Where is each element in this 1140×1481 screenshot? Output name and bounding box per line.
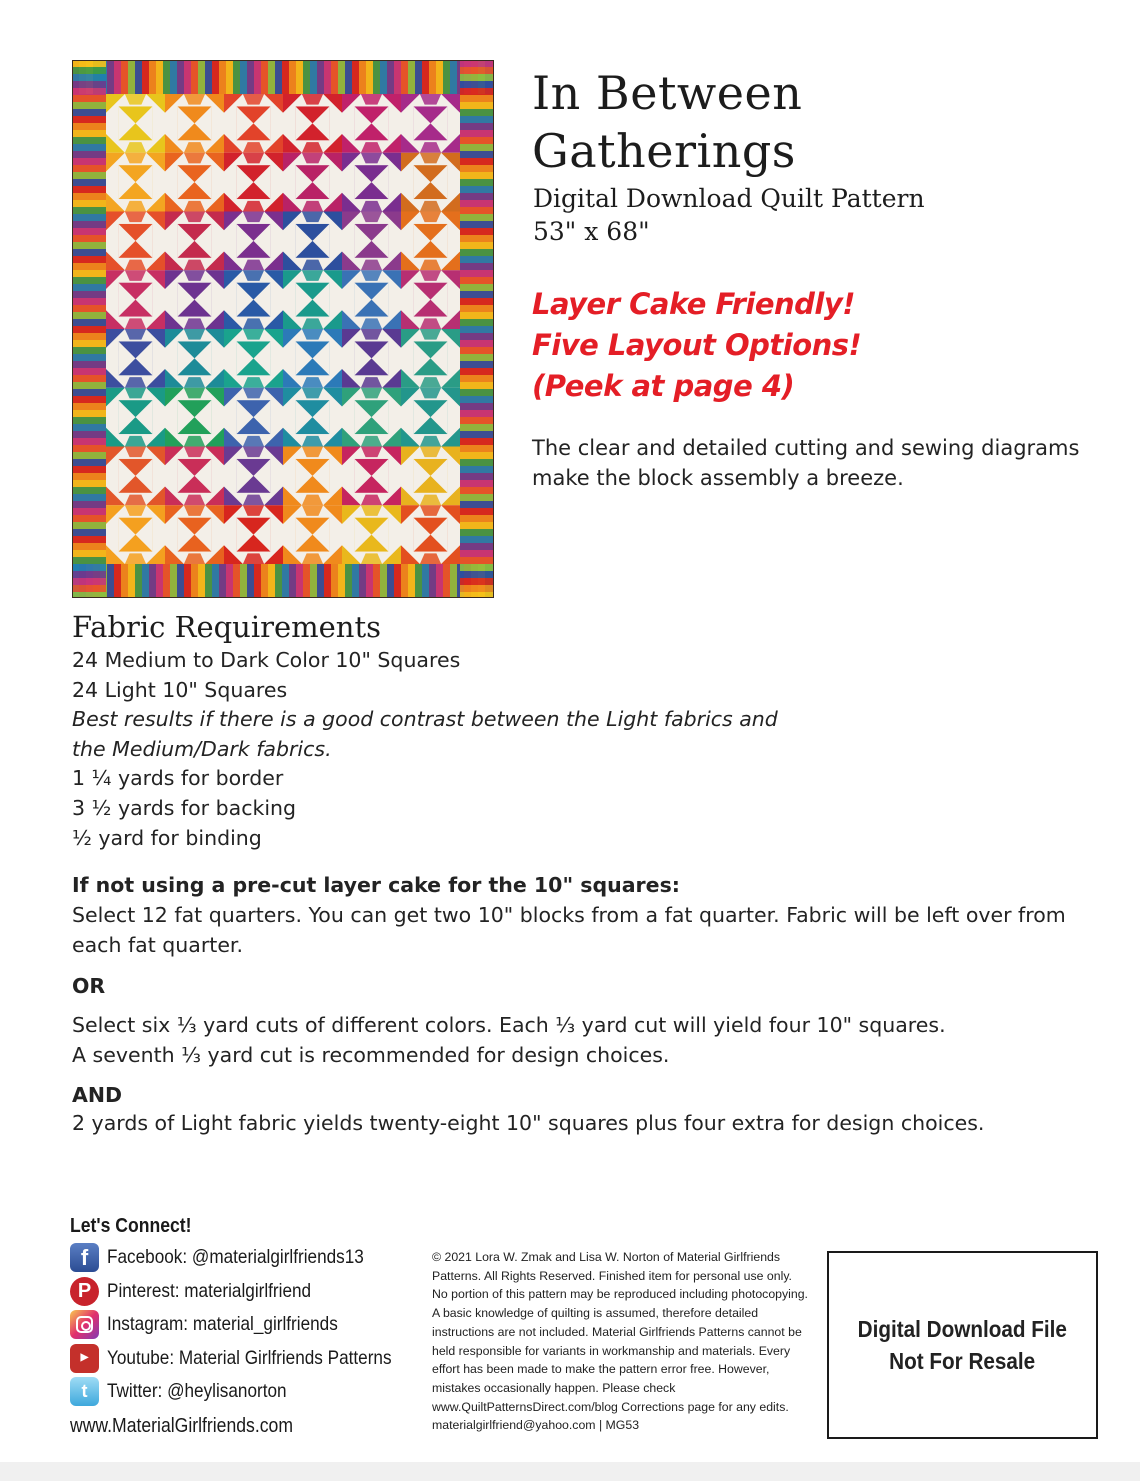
highlight-line-2: Five Layout Options!: [532, 328, 862, 362]
facebook-link[interactable]: [70, 1241, 410, 1275]
alt-light-fabric: 2 yards of Light fabric yields twenty-eight 10" squares plus four extra for design choices.: [72, 1111, 985, 1135]
instagram-icon: [70, 1310, 99, 1339]
alt-or: OR: [72, 974, 106, 998]
instagram-label: Instagram: material_girlfriends: [107, 1313, 338, 1336]
alternative-cuts: [72, 869, 1072, 1139]
resale-line-2: Not For Resale: [889, 1348, 1036, 1374]
page-bottom-edge: [0, 1462, 1140, 1481]
alt-heading: If not using a pre-cut layer cake for the 10" squares:: [72, 873, 680, 897]
subtitle-line-1: Digital Download Quilt Pattern: [533, 184, 925, 213]
pattern-title: [532, 64, 802, 180]
title-line-2: Gatherings: [532, 124, 796, 178]
fabric-line: 1 ¼ yards for border: [72, 766, 284, 791]
alt-fat-quarters: Select 12 fat quarters. You can get two 10" blocks from a fat quarter. Fabric will be left over from each fat quarter.: [72, 903, 1066, 957]
quilt-photo: [72, 60, 494, 598]
website-link[interactable]: www.MaterialGirlfriends.com: [70, 1414, 293, 1437]
twitter-link[interactable]: [70, 1375, 410, 1409]
copyright-notice: © 2021 Lora W. Zmak and Lisa W. Norton of Material Girlfriends Patterns. All Rights Reserved. Finished item for personal use only. No portion of this pattern may be reproduced including photocopying. A basic knowledge of quilting is assumed, therefore detailed instructions are not included. Material Girlfriends Patterns cannot be held responsible for variants in workmanship and materials. Every effort has been made to make the pattern error free. However, mistakes occasionally happen. Please check www.QuiltPatternsDirect.com/blog Corrections page for any edits. materialgirlfriend@yahoo.com | MG53: [432, 1250, 808, 1433]
youtube-link[interactable]: [70, 1342, 410, 1376]
pinterest-label: Pinterest: materialgirlfriend: [107, 1279, 312, 1302]
pinterest-icon: P: [70, 1277, 99, 1306]
pattern-subtitle: [533, 182, 925, 248]
resale-notice-box: [827, 1251, 1098, 1439]
title-line-1: In Between: [532, 66, 803, 120]
resale-line-1: Digital Download File: [857, 1316, 1068, 1342]
facebook-icon: f: [70, 1243, 99, 1272]
alt-third-yard: Select six ⅓ yard cuts of different colors. Each ⅓ yard cut will yield four 10" squares.: [72, 1013, 946, 1037]
youtube-label: Youtube: Material Girlfriends Patterns: [107, 1346, 392, 1369]
instagram-link[interactable]: [70, 1308, 410, 1342]
fabric-note: Best results if there is a good contrast between the Light fabrics and: [72, 707, 778, 732]
feature-highlights: [532, 284, 861, 407]
fabric-heading: Fabric Requirements: [72, 610, 382, 644]
highlight-line-3: (Peek at page 4): [532, 369, 795, 403]
fabric-line: ½ yard for binding: [72, 825, 262, 850]
alt-third-yard: A seventh ⅓ yard cut is recommended for design choices.: [72, 1042, 670, 1067]
fabric-line: 3 ½ yards for backing: [72, 795, 297, 820]
twitter-icon: t: [70, 1377, 99, 1406]
facebook-label: Facebook: @materialgirlfriends13: [107, 1246, 364, 1269]
fabric-line: 24 Medium to Dark Color 10" Squares: [72, 648, 461, 672]
fabric-line: 24 Light 10" Squares: [72, 677, 288, 702]
social-links: [70, 1211, 410, 1441]
alt-and: AND: [72, 1083, 123, 1107]
youtube-icon: ▶: [70, 1344, 99, 1373]
finished-size: 53" x 68": [533, 217, 650, 246]
fabric-note: the Medium/Dark fabrics.: [72, 736, 332, 761]
connect-heading: Let's Connect!: [70, 1215, 192, 1237]
quilt-image: [72, 60, 494, 598]
intro-text: The clear and detailed cutting and sewing diagrams make the block assembly a breeze.: [532, 436, 1080, 490]
pinterest-link[interactable]: [70, 1275, 410, 1309]
highlight-line-1: Layer Cake Friendly!: [532, 287, 856, 321]
twitter-label: Twitter: @heylisanorton: [107, 1380, 287, 1403]
fabric-requirements: [72, 608, 1072, 853]
